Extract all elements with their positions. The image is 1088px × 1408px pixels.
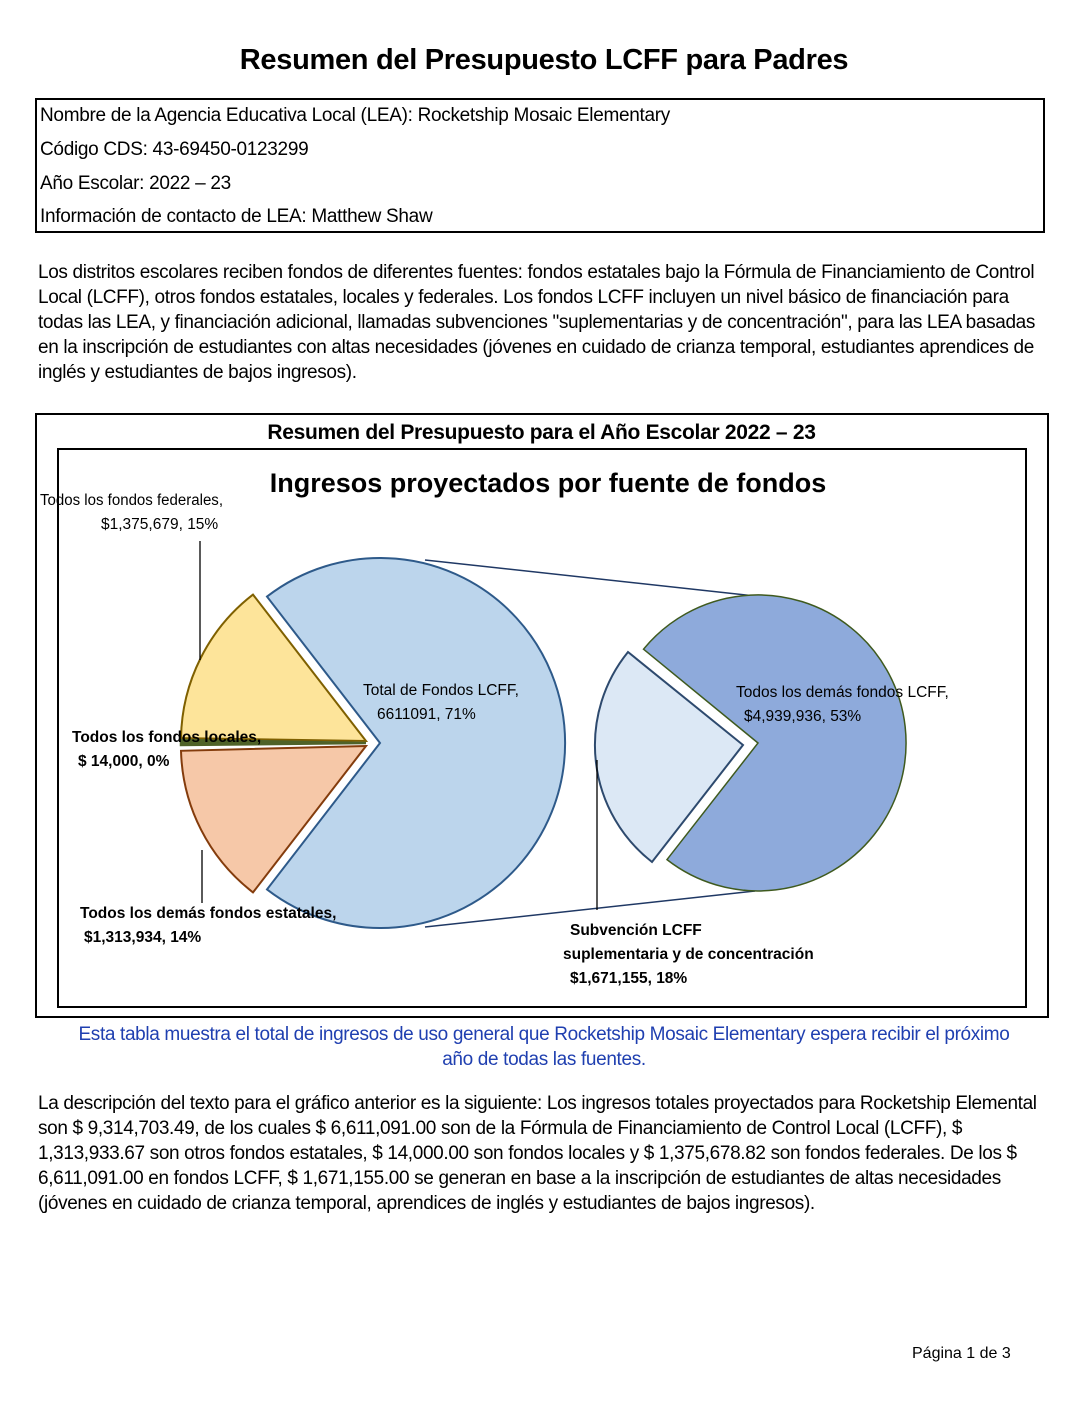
lea-contact: Información de contacto de LEA: Matthew Shaw (40, 206, 433, 227)
label-state-name: Todos los demás fondos estatales, (80, 905, 337, 922)
chart-section-heading: Resumen del Presupuesto para el Año Escolar 2022 – 23 (267, 421, 816, 444)
page-title: Resumen del Presupuesto LCFF para Padres (239, 44, 849, 76)
label-supplemental-name: Subvención LCFF (570, 922, 702, 939)
cds-code: Código CDS: 43-69450-0123299 (40, 139, 309, 160)
label-lcff-name: Total de Fondos LCFF, (363, 682, 519, 699)
page-number: Página 1 de 3 (912, 1345, 1011, 1362)
school-year: Año Escolar: 2022 – 23 (40, 173, 231, 194)
chart-title: Ingresos proyectados por fuente de fondos (269, 468, 827, 498)
label-other-lcff-name: Todos los demás fondos LCFF, (736, 684, 949, 701)
label-supplemental-name-2: suplementaria y de concentración (563, 946, 814, 963)
label-state-value: $1,313,934, 14% (84, 929, 202, 946)
lea-name: Nombre de la Agencia Educativa Local (LEA): Rocketship Mosaic Elementary (40, 105, 670, 126)
label-local-name: Todos los fondos locales, (72, 729, 262, 746)
intro-paragraph: Los distritos escolares reciben fondos de diferentes fuentes: fondos estatales bajo la Fórmula de Financiamiento de Control Local (LCFF), otros fondos estatales, locales y federales. Los fondos LCFF incluyen un nivel básico de financiación para todas las LEA, y financiación adicional, llamadas subvenciones "suplementarias y de concentración", para las LEA basadas en la inscripción de estudiantes con altas necesidades (jóvenes en cuidado de crianza temporal, estudiantes aprendices de inglés y estudiantes de bajos ingresos). (38, 262, 1036, 383)
label-federal-name: Todos los fondos federales, (40, 492, 223, 509)
chart-caption: Esta tabla muestra el total de ingresos de uso general que Rocketship Mosaic Elementary espera recibir el próximo año de todas las fuentes. (78, 1024, 1010, 1070)
label-other-lcff-value: $4,939,936, 53% (744, 708, 862, 725)
label-federal-value: $1,375,679, 15% (101, 516, 219, 533)
label-local-value: $ 14,000, 0% (78, 753, 170, 770)
label-supplemental-value: $1,671,155, 18% (570, 970, 688, 987)
chart-description-paragraph: La descripción del texto para el gráfico anterior es la siguiente: Los ingresos totales proyectados para Rocketship Elemental son $ 9,314,703.49, de los cuales $ 6,611,091.00 son de la Fórmula de Financiamiento de Control Local (LCFF), $ 1,313,933.67 son otros fondos estatales, $ 14,000.00 son fondos locales y $ 1,375,678.82 son fondos federales. De los $ 6,611,091.00 en fondos LCFF, $ 1,671,155.00 se generan en base a la inscripción de estudiantes de altas necesidades (jóvenes en cuidado de crianza temporal, aprendices de inglés y estudiantes de bajos ingresos). (38, 1093, 1037, 1214)
label-lcff-value: 6611091, 71% (377, 706, 476, 723)
